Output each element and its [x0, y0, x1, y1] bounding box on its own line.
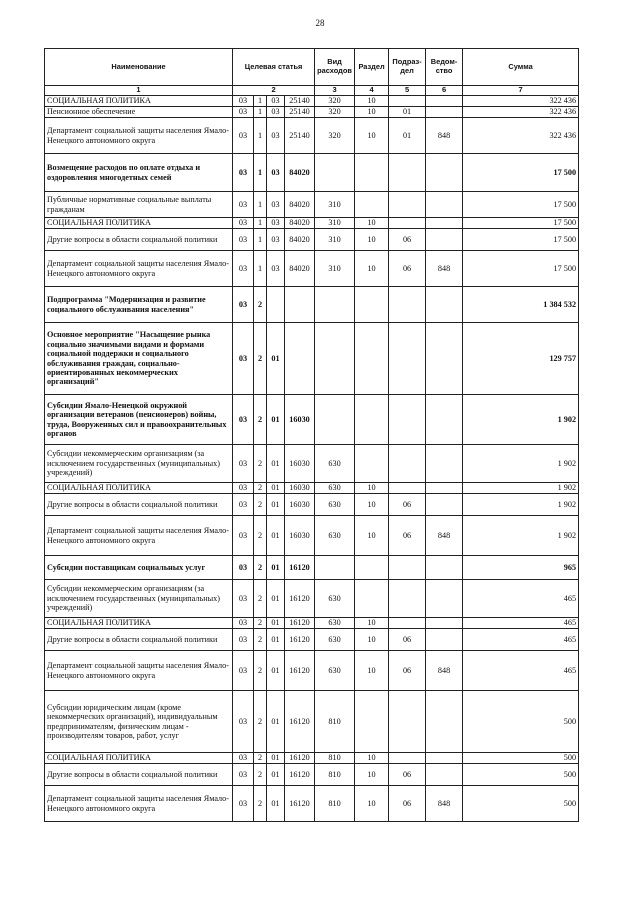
department-code — [426, 691, 463, 753]
row-name: Другие вопросы в области социальной политики — [45, 494, 233, 516]
target-code-direction: 16120 — [285, 764, 315, 786]
row-name: Публичные нормативные социальные выплаты гражданам — [45, 192, 233, 218]
target-code-measure: 01 — [267, 445, 285, 483]
target-code-direction: 16120 — [285, 691, 315, 753]
amount: 465 — [463, 580, 579, 618]
target-code-measure: 03 — [267, 229, 285, 251]
department-code — [426, 629, 463, 651]
section: 10 — [355, 229, 389, 251]
expense-type — [315, 556, 355, 580]
department-code — [426, 618, 463, 629]
expense-type: 630 — [315, 618, 355, 629]
subsection: 06 — [389, 229, 426, 251]
target-code-measure: 01 — [267, 494, 285, 516]
target-code-direction: 16030 — [285, 516, 315, 556]
target-code-program: 03 — [233, 618, 254, 629]
target-code-measure: 03 — [267, 192, 285, 218]
target-code-measure: 01 — [267, 629, 285, 651]
target-code-program: 03 — [233, 323, 254, 395]
header-vid: Вид расходов — [315, 49, 355, 86]
target-code-subprogram: 2 — [254, 618, 267, 629]
section: 10 — [355, 753, 389, 764]
department-code — [426, 229, 463, 251]
target-code-direction: 84020 — [285, 251, 315, 287]
row-name: СОЦИАЛЬНАЯ ПОЛИТИКА — [45, 483, 233, 494]
target-code-direction: 16030 — [285, 483, 315, 494]
target-code-subprogram: 1 — [254, 107, 267, 118]
target-code-measure: 01 — [267, 580, 285, 618]
target-code-subprogram: 1 — [254, 118, 267, 154]
target-code-direction: 16030 — [285, 395, 315, 445]
header-podrazdel: Подраз-дел — [389, 49, 426, 86]
target-code-direction: 16030 — [285, 494, 315, 516]
amount: 500 — [463, 691, 579, 753]
subsection — [389, 445, 426, 483]
department-code: 848 — [426, 118, 463, 154]
expense-type: 310 — [315, 251, 355, 287]
subsection — [389, 323, 426, 395]
department-code — [426, 287, 463, 323]
section: 10 — [355, 251, 389, 287]
row-name: Основное мероприятие "Насыщение рынка социально значимыми видами и формами социальной поддержки и социального обслуживания граждан, социально-ориентированных некоммерческих организаций" — [45, 323, 233, 395]
expense-type: 320 — [315, 107, 355, 118]
table-row — [45, 154, 579, 192]
table-row — [45, 323, 579, 395]
target-code-subprogram: 2 — [254, 494, 267, 516]
subsection — [389, 192, 426, 218]
department-code — [426, 764, 463, 786]
target-code-direction: 16120 — [285, 786, 315, 822]
amount: 322 436 — [463, 118, 579, 154]
row-name: СОЦИАЛЬНАЯ ПОЛИТИКА — [45, 618, 233, 629]
table-row — [45, 764, 579, 786]
target-code-measure: 01 — [267, 651, 285, 691]
target-code-subprogram: 2 — [254, 786, 267, 822]
target-code-measure: 01 — [267, 323, 285, 395]
table-row — [45, 218, 579, 229]
row-name: Другие вопросы в области социальной политики — [45, 629, 233, 651]
table-row — [45, 556, 579, 580]
page-number: 28 — [315, 18, 325, 28]
target-code-direction: 16030 — [285, 445, 315, 483]
target-code-program: 03 — [233, 516, 254, 556]
target-code-direction: 25140 — [285, 118, 315, 154]
department-code — [426, 494, 463, 516]
section: 10 — [355, 483, 389, 494]
target-code-measure: 01 — [267, 483, 285, 494]
amount: 17 500 — [463, 154, 579, 192]
target-code-subprogram: 1 — [254, 251, 267, 287]
table-row — [45, 494, 579, 516]
expense-type: 810 — [315, 786, 355, 822]
target-code-program: 03 — [233, 118, 254, 154]
subsection — [389, 483, 426, 494]
target-code-program: 03 — [233, 229, 254, 251]
row-name: Другие вопросы в области социальной политики — [45, 229, 233, 251]
target-code-program: 03 — [233, 494, 254, 516]
expense-type: 310 — [315, 192, 355, 218]
expense-type: 630 — [315, 651, 355, 691]
expense-type: 630 — [315, 494, 355, 516]
table-row — [45, 287, 579, 323]
target-code-program: 03 — [233, 287, 254, 323]
table-row — [45, 107, 579, 118]
column-number-row — [45, 86, 579, 96]
header-name: Наименование — [45, 49, 233, 86]
subsection: 01 — [389, 107, 426, 118]
table-row — [45, 516, 579, 556]
target-code-direction: 16120 — [285, 618, 315, 629]
target-code-subprogram: 2 — [254, 629, 267, 651]
table-row — [45, 395, 579, 445]
row-name: СОЦИАЛЬНАЯ ПОЛИТИКА — [45, 753, 233, 764]
amount: 1 902 — [463, 445, 579, 483]
expense-type — [315, 323, 355, 395]
target-code-subprogram: 2 — [254, 445, 267, 483]
section — [355, 323, 389, 395]
section — [355, 395, 389, 445]
table-row — [45, 118, 579, 154]
department-code — [426, 192, 463, 218]
department-code: 848 — [426, 651, 463, 691]
target-code-program: 03 — [233, 651, 254, 691]
expense-type: 630 — [315, 483, 355, 494]
target-code-subprogram: 2 — [254, 764, 267, 786]
amount: 465 — [463, 629, 579, 651]
subsection: 06 — [389, 494, 426, 516]
header-row — [45, 49, 579, 86]
amount: 17 500 — [463, 218, 579, 229]
target-code-subprogram: 2 — [254, 516, 267, 556]
target-code-subprogram: 2 — [254, 753, 267, 764]
header-razdel: Раздел — [355, 49, 389, 86]
column-number: 3 — [315, 86, 355, 96]
expense-type: 810 — [315, 764, 355, 786]
table-row — [45, 691, 579, 753]
subsection: 06 — [389, 516, 426, 556]
subsection: 06 — [389, 786, 426, 822]
department-code — [426, 107, 463, 118]
expense-type: 630 — [315, 516, 355, 556]
target-code-program: 03 — [233, 192, 254, 218]
target-code-measure: 01 — [267, 618, 285, 629]
section: 10 — [355, 218, 389, 229]
subsection: 01 — [389, 118, 426, 154]
subsection — [389, 395, 426, 445]
department-code — [426, 154, 463, 192]
target-code-program: 03 — [233, 251, 254, 287]
column-number: 5 — [389, 86, 426, 96]
header-summa: Сумма — [463, 49, 579, 86]
target-code-program: 03 — [233, 556, 254, 580]
expense-type — [315, 154, 355, 192]
target-code-direction: 16120 — [285, 753, 315, 764]
section — [355, 287, 389, 323]
table-row — [45, 483, 579, 494]
target-code-program: 03 — [233, 154, 254, 192]
row-name: Департамент социальной защиты населения Ямало-Ненецкого автономного округа — [45, 651, 233, 691]
row-name: Пенсионное обеспечение — [45, 107, 233, 118]
target-code-subprogram: 1 — [254, 192, 267, 218]
table-row — [45, 753, 579, 764]
target-code-measure: 01 — [267, 786, 285, 822]
target-code-measure: 01 — [267, 395, 285, 445]
section — [355, 691, 389, 753]
target-code-direction — [285, 287, 315, 323]
target-code-subprogram: 1 — [254, 96, 267, 107]
subsection: 06 — [389, 629, 426, 651]
department-code — [426, 445, 463, 483]
row-name: Субсидии некоммерческим организациям (за исключением государственных (муниципальных) учреждений) — [45, 445, 233, 483]
expense-type: 320 — [315, 96, 355, 107]
header-target: Целевая статья — [233, 49, 315, 86]
section: 10 — [355, 651, 389, 691]
row-name: Субсидии Ямало-Ненецкой окружной организации ветеранов (пенсионеров) войны, труда, Вооруженных сил и правоохранительных органов — [45, 395, 233, 445]
target-code-measure: 01 — [267, 516, 285, 556]
table-row — [45, 651, 579, 691]
amount: 1 902 — [463, 516, 579, 556]
row-name: Субсидии юридическим лицам (кроме некоммерческих организаций), индивидуальным предпринимателям, физическим лицам - производителям товаров, работ, услуг — [45, 691, 233, 753]
expense-type: 810 — [315, 691, 355, 753]
section — [355, 580, 389, 618]
target-code-subprogram: 2 — [254, 580, 267, 618]
target-code-subprogram: 2 — [254, 323, 267, 395]
column-number: 2 — [233, 86, 315, 96]
row-name: СОЦИАЛЬНАЯ ПОЛИТИКА — [45, 96, 233, 107]
table-row — [45, 229, 579, 251]
expense-type — [315, 287, 355, 323]
target-code-subprogram: 1 — [254, 229, 267, 251]
department-code: 848 — [426, 516, 463, 556]
target-code-program: 03 — [233, 218, 254, 229]
section: 10 — [355, 786, 389, 822]
expense-type: 320 — [315, 118, 355, 154]
target-code-program: 03 — [233, 580, 254, 618]
table-row — [45, 192, 579, 218]
amount: 17 500 — [463, 229, 579, 251]
target-code-direction: 25140 — [285, 107, 315, 118]
target-code-program: 03 — [233, 445, 254, 483]
amount: 322 436 — [463, 107, 579, 118]
target-code-program: 03 — [233, 395, 254, 445]
target-code-measure: 01 — [267, 764, 285, 786]
department-code — [426, 483, 463, 494]
amount: 500 — [463, 764, 579, 786]
expense-type: 630 — [315, 580, 355, 618]
expense-type: 810 — [315, 753, 355, 764]
subsection — [389, 753, 426, 764]
target-code-program: 03 — [233, 786, 254, 822]
section — [355, 154, 389, 192]
target-code-direction: 84020 — [285, 154, 315, 192]
target-code-direction: 16120 — [285, 651, 315, 691]
amount: 1 384 532 — [463, 287, 579, 323]
target-code-subprogram: 1 — [254, 218, 267, 229]
table-row — [45, 251, 579, 287]
row-name: Другие вопросы в области социальной политики — [45, 764, 233, 786]
target-code-program: 03 — [233, 753, 254, 764]
target-code-measure: 03 — [267, 96, 285, 107]
department-code — [426, 580, 463, 618]
section: 10 — [355, 96, 389, 107]
subsection — [389, 618, 426, 629]
expense-type: 630 — [315, 629, 355, 651]
amount: 129 757 — [463, 323, 579, 395]
target-code-measure: 03 — [267, 218, 285, 229]
subsection — [389, 96, 426, 107]
table-row — [45, 445, 579, 483]
subsection — [389, 154, 426, 192]
section: 10 — [355, 629, 389, 651]
expense-type: 310 — [315, 229, 355, 251]
department-code — [426, 218, 463, 229]
table-row — [45, 618, 579, 629]
department-code: 848 — [426, 786, 463, 822]
target-code-direction: 84020 — [285, 218, 315, 229]
target-code-subprogram: 2 — [254, 395, 267, 445]
section: 10 — [355, 618, 389, 629]
section — [355, 445, 389, 483]
row-name: Субсидии поставщикам социальных услуг — [45, 556, 233, 580]
table-row — [45, 96, 579, 107]
amount: 465 — [463, 618, 579, 629]
target-code-measure: 01 — [267, 556, 285, 580]
column-number: 1 — [45, 86, 233, 96]
table-row — [45, 580, 579, 618]
amount: 17 500 — [463, 192, 579, 218]
row-name: Департамент социальной защиты населения Ямало-Ненецкого автономного округа — [45, 786, 233, 822]
column-number: 6 — [426, 86, 463, 96]
row-name: Департамент социальной защиты населения Ямало-Ненецкого автономного округа — [45, 251, 233, 287]
department-code — [426, 96, 463, 107]
target-code-subprogram: 2 — [254, 651, 267, 691]
header-vedomstvo: Ведом-ство — [426, 49, 463, 86]
amount: 322 436 — [463, 96, 579, 107]
department-code: 848 — [426, 251, 463, 287]
expense-type — [315, 395, 355, 445]
subsection — [389, 556, 426, 580]
amount: 17 500 — [463, 251, 579, 287]
target-code-program: 03 — [233, 764, 254, 786]
row-name: Департамент социальной защиты населения Ямало-Ненецкого автономного округа — [45, 516, 233, 556]
subsection — [389, 691, 426, 753]
section: 10 — [355, 516, 389, 556]
target-code-subprogram: 2 — [254, 556, 267, 580]
target-code-measure: 03 — [267, 118, 285, 154]
department-code — [426, 556, 463, 580]
amount: 965 — [463, 556, 579, 580]
row-name: Субсидии некоммерческим организациям (за исключением государственных (муниципальных) учреждений) — [45, 580, 233, 618]
target-code-direction: 16120 — [285, 556, 315, 580]
department-code — [426, 395, 463, 445]
target-code-direction: 25140 — [285, 96, 315, 107]
target-code-program: 03 — [233, 483, 254, 494]
amount: 1 902 — [463, 483, 579, 494]
section: 10 — [355, 764, 389, 786]
table-row — [45, 629, 579, 651]
target-code-program: 03 — [233, 691, 254, 753]
column-number: 4 — [355, 86, 389, 96]
expense-type: 310 — [315, 218, 355, 229]
section — [355, 556, 389, 580]
row-name: Подпрограмма "Модернизация и развитие социального обслуживания населения" — [45, 287, 233, 323]
target-code-direction: 84020 — [285, 192, 315, 218]
amount: 1 902 — [463, 395, 579, 445]
section: 10 — [355, 118, 389, 154]
target-code-measure: 03 — [267, 251, 285, 287]
expense-type: 630 — [315, 445, 355, 483]
target-code-subprogram: 2 — [254, 691, 267, 753]
amount: 500 — [463, 753, 579, 764]
amount: 465 — [463, 651, 579, 691]
target-code-direction: 16120 — [285, 629, 315, 651]
subsection — [389, 287, 426, 323]
amount: 1 902 — [463, 494, 579, 516]
department-code — [426, 323, 463, 395]
target-code-measure: 03 — [267, 107, 285, 118]
target-code-measure: 03 — [267, 154, 285, 192]
column-number: 7 — [463, 86, 579, 96]
subsection: 06 — [389, 251, 426, 287]
budget-table — [44, 48, 579, 822]
table-row — [45, 786, 579, 822]
subsection: 06 — [389, 651, 426, 691]
target-code-direction: 16120 — [285, 580, 315, 618]
amount: 500 — [463, 786, 579, 822]
target-code-program: 03 — [233, 96, 254, 107]
target-code-program: 03 — [233, 629, 254, 651]
target-code-program: 03 — [233, 107, 254, 118]
section: 10 — [355, 107, 389, 118]
target-code-measure — [267, 287, 285, 323]
target-code-subprogram: 2 — [254, 287, 267, 323]
target-code-direction: 84020 — [285, 229, 315, 251]
subsection: 06 — [389, 764, 426, 786]
target-code-subprogram: 2 — [254, 483, 267, 494]
target-code-subprogram: 1 — [254, 154, 267, 192]
section: 10 — [355, 494, 389, 516]
row-name: Возмещение расходов по оплате отдыха и оздоровления многодетных семей — [45, 154, 233, 192]
row-name: Департамент социальной защиты населения Ямало-Ненецкого автономного округа — [45, 118, 233, 154]
department-code — [426, 753, 463, 764]
subsection — [389, 580, 426, 618]
target-code-direction — [285, 323, 315, 395]
target-code-measure: 01 — [267, 691, 285, 753]
subsection — [389, 218, 426, 229]
row-name: СОЦИАЛЬНАЯ ПОЛИТИКА — [45, 218, 233, 229]
section — [355, 192, 389, 218]
target-code-measure: 01 — [267, 753, 285, 764]
